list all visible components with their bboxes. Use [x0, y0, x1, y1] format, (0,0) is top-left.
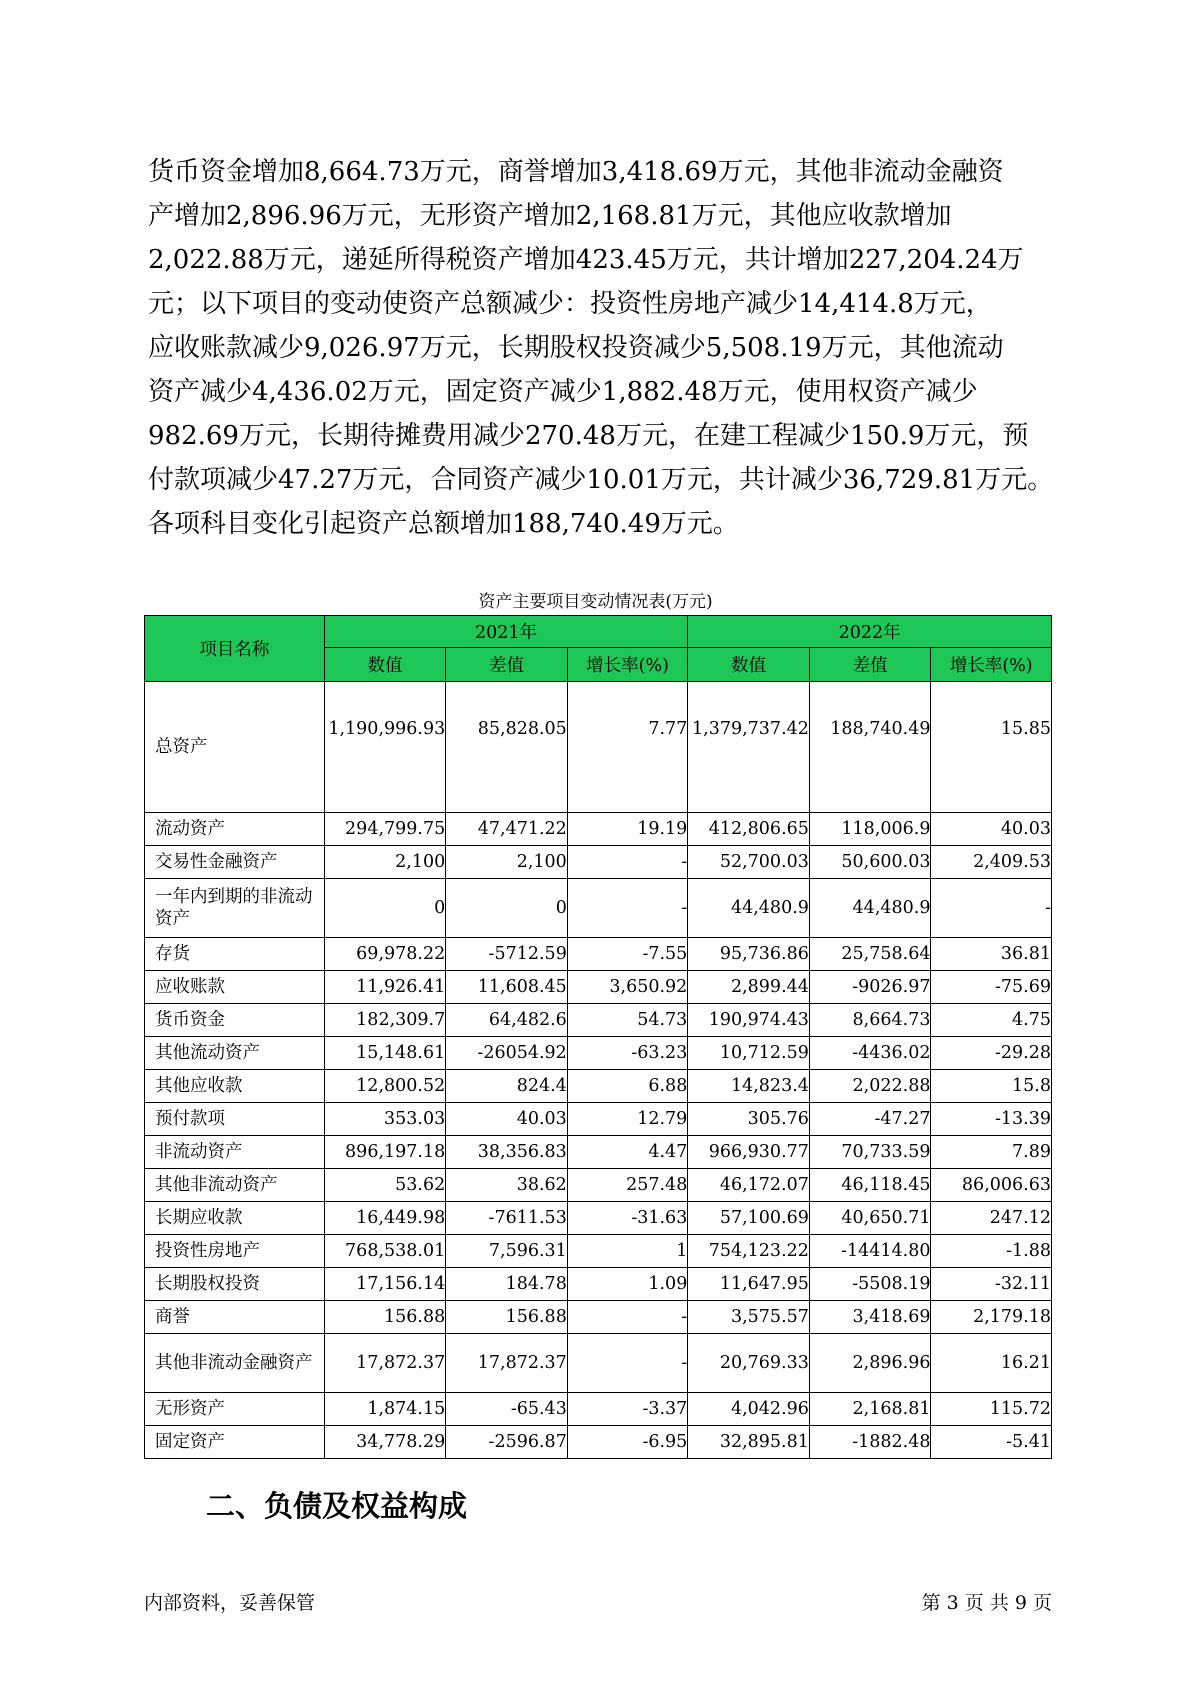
row-value-cell: -7.55	[567, 938, 688, 971]
row-value-cell: 6.88	[567, 1070, 688, 1103]
table-row	[145, 1268, 1052, 1301]
row-value-cell: 12,800.52	[324, 1070, 446, 1103]
table-row	[145, 1334, 1052, 1393]
row-value-cell: 47,471.22	[446, 813, 568, 846]
row-value-cell: 2,168.81	[809, 1393, 931, 1426]
row-item-name: 投资性房地产	[145, 1235, 325, 1268]
row-value-cell: 36.81	[931, 938, 1052, 971]
row-value-cell: 53.62	[324, 1169, 446, 1202]
footer-confidential-note: 内部资料，妥善保管	[144, 1592, 316, 1614]
asset-change-table	[144, 615, 1052, 1459]
row-value-cell: 11,647.95	[688, 1268, 810, 1301]
row-value-cell: 412,806.65	[688, 813, 810, 846]
row-item-name: 交易性金融资产	[145, 846, 325, 879]
row-value-cell: 40.03	[931, 813, 1052, 846]
paragraph-line: 982.69万元，长期待摊费用减少270.48万元，在建工程减少150.9万元，预	[148, 421, 1029, 451]
row-value-cell: 118,006.9	[809, 813, 931, 846]
table-row	[145, 813, 1052, 846]
row-value-cell: 0	[324, 879, 446, 938]
row-value-cell: 40,650.71	[809, 1202, 931, 1235]
subheader-growth-rate: 增长率(%)	[931, 648, 1052, 682]
row-value-cell: 190,974.43	[688, 1004, 810, 1037]
row-item-name: 长期应收款	[145, 1202, 325, 1235]
row-value-cell: 2,100	[324, 846, 446, 879]
row-value-cell: 3,575.57	[688, 1301, 810, 1334]
row-value-cell: 1,874.15	[324, 1393, 446, 1426]
row-value-cell: 247.12	[931, 1202, 1052, 1235]
table-row	[145, 1037, 1052, 1070]
row-value-cell: 64,482.6	[446, 1004, 568, 1037]
table-row	[145, 1235, 1052, 1268]
paragraph-line: 付款项减少47.27万元，合同资产减少10.01万元，共计减少36,729.81万元。	[148, 465, 1054, 495]
row-item-name: 长期股权投资	[145, 1268, 325, 1301]
row-value-cell: -1882.48	[809, 1426, 931, 1459]
section-title: 二、负债及权益构成	[206, 1489, 468, 1523]
table-row	[145, 879, 1052, 938]
table-row	[145, 846, 1052, 879]
row-value-cell: 2,022.88	[809, 1070, 931, 1103]
row-value-cell: -4436.02	[809, 1037, 931, 1070]
row-value-cell: 2,896.96	[809, 1334, 931, 1393]
row-value-cell: -5508.19	[809, 1268, 931, 1301]
header-year-2022: 2022年	[688, 616, 1052, 648]
row-value-cell: 70,733.59	[809, 1136, 931, 1169]
row-value-cell: 3,418.69	[809, 1301, 931, 1334]
row-item-name: 其他流动资产	[145, 1037, 325, 1070]
row-item-name: 存货	[145, 938, 325, 971]
row-value-cell: 156.88	[324, 1301, 446, 1334]
row-value-cell: 69,978.22	[324, 938, 446, 971]
row-value-cell: -32.11	[931, 1268, 1052, 1301]
body-paragraph	[148, 150, 1054, 546]
row-value-cell: -	[931, 879, 1052, 938]
table-row	[145, 682, 1052, 813]
row-value-cell: -13.39	[931, 1103, 1052, 1136]
row-value-cell: 25,758.64	[809, 938, 931, 971]
row-item-name: 其他非流动资产	[145, 1169, 325, 1202]
row-value-cell: 17,156.14	[324, 1268, 446, 1301]
row-value-cell: 1.09	[567, 1268, 688, 1301]
row-value-cell: 15,148.61	[324, 1037, 446, 1070]
row-value-cell: 8,664.73	[809, 1004, 931, 1037]
subheader-growth-rate: 增长率(%)	[567, 648, 688, 682]
row-value-cell: 768,538.01	[324, 1235, 446, 1268]
row-value-cell: 32,895.81	[688, 1426, 810, 1459]
row-value-cell: -75.69	[931, 971, 1052, 1004]
row-value-cell: -2596.87	[446, 1426, 568, 1459]
row-value-cell: 188,740.49	[809, 682, 931, 813]
paragraph-line: 元；以下项目的变动使资产总额减少：投资性房地产减少14,414.8万元，	[148, 289, 992, 319]
row-value-cell: 156.88	[446, 1301, 568, 1334]
subheader-value: 数值	[688, 648, 810, 682]
row-value-cell: 1,190,996.93	[324, 682, 446, 813]
footer-page-number: 第 3 页 共 9 页	[921, 1592, 1052, 1614]
row-value-cell: 115.72	[931, 1393, 1052, 1426]
row-value-cell: -	[567, 1334, 688, 1393]
table-row	[145, 1136, 1052, 1169]
row-value-cell: 1	[567, 1235, 688, 1268]
row-value-cell: 20,769.33	[688, 1334, 810, 1393]
row-item-name: 一年内到期的非流动资产	[145, 879, 325, 938]
row-value-cell: -5712.59	[446, 938, 568, 971]
paragraph-line: 资产减少4,436.02万元，固定资产减少1,882.48万元，使用权资产减少	[148, 377, 978, 407]
row-value-cell: 294,799.75	[324, 813, 446, 846]
row-value-cell: 353.03	[324, 1103, 446, 1136]
row-value-cell: 16.21	[931, 1334, 1052, 1393]
row-value-cell: -63.23	[567, 1037, 688, 1070]
subheader-difference: 差值	[809, 648, 931, 682]
row-value-cell: 34,778.29	[324, 1426, 446, 1459]
row-value-cell: 7,596.31	[446, 1235, 568, 1268]
table-row	[145, 1301, 1052, 1334]
paragraph-line: 各项科目变化引起资产总额增加188,740.49万元。	[148, 509, 739, 539]
row-value-cell: 4.75	[931, 1004, 1052, 1037]
row-value-cell: 824.4	[446, 1070, 568, 1103]
row-value-cell: 17,872.37	[324, 1334, 446, 1393]
table-row	[145, 1169, 1052, 1202]
row-value-cell: -65.43	[446, 1393, 568, 1426]
row-value-cell: -	[567, 1301, 688, 1334]
row-value-cell: -9026.97	[809, 971, 931, 1004]
row-value-cell: -31.63	[567, 1202, 688, 1235]
row-value-cell: 38.62	[446, 1169, 568, 1202]
row-value-cell: 50,600.03	[809, 846, 931, 879]
row-value-cell: 754,123.22	[688, 1235, 810, 1268]
row-value-cell: -5.41	[931, 1426, 1052, 1459]
row-value-cell: 1,379,737.42	[688, 682, 810, 813]
row-value-cell: 95,736.86	[688, 938, 810, 971]
row-value-cell: 0	[446, 879, 568, 938]
row-value-cell: -26054.92	[446, 1037, 568, 1070]
row-value-cell: 54.73	[567, 1004, 688, 1037]
row-value-cell: 85,828.05	[446, 682, 568, 813]
row-value-cell: -6.95	[567, 1426, 688, 1459]
row-value-cell: 19.19	[567, 813, 688, 846]
row-value-cell: 38,356.83	[446, 1136, 568, 1169]
paragraph-line: 产增加2,896.96万元，无形资产增加2,168.81万元，其他应收款增加	[148, 201, 952, 231]
row-item-name: 总资产	[145, 682, 325, 813]
row-value-cell: -3.37	[567, 1393, 688, 1426]
row-item-name: 无形资产	[145, 1393, 325, 1426]
table-caption: 资产主要项目变动情况表(万元)	[478, 592, 713, 612]
row-item-name: 预付款项	[145, 1103, 325, 1136]
header-year-2021: 2021年	[324, 616, 688, 648]
row-value-cell: 46,118.45	[809, 1169, 931, 1202]
row-value-cell: 3,650.92	[567, 971, 688, 1004]
paragraph-line: 应收账款减少9,026.97万元，长期股权投资减少5,508.19万元，其他流动	[148, 333, 1004, 363]
row-value-cell: -1.88	[931, 1235, 1052, 1268]
paragraph-line: 2,022.88万元，递延所得税资产增加423.45万元，共计增加227,204.24万	[148, 245, 1024, 275]
row-value-cell: 7.77	[567, 682, 688, 813]
table-row	[145, 1070, 1052, 1103]
row-item-name: 固定资产	[145, 1426, 325, 1459]
row-value-cell: 46,172.07	[688, 1169, 810, 1202]
row-value-cell: 182,309.7	[324, 1004, 446, 1037]
row-value-cell: 184.78	[446, 1268, 568, 1301]
row-value-cell: 11,608.45	[446, 971, 568, 1004]
row-value-cell: 44,480.9	[809, 879, 931, 938]
paragraph-line: 货币资金增加8,664.73万元，商誉增加3,418.69万元，其他非流动金融资	[148, 157, 1004, 187]
row-value-cell: 10,712.59	[688, 1037, 810, 1070]
row-value-cell: 2,100	[446, 846, 568, 879]
row-item-name: 商誉	[145, 1301, 325, 1334]
row-item-name: 流动资产	[145, 813, 325, 846]
row-item-name: 应收账款	[145, 971, 325, 1004]
row-value-cell: 11,926.41	[324, 971, 446, 1004]
row-value-cell: -	[567, 879, 688, 938]
row-value-cell: 305.76	[688, 1103, 810, 1136]
row-item-name: 货币资金	[145, 1004, 325, 1037]
header-item-name: 项目名称	[145, 616, 325, 682]
table-row	[145, 1004, 1052, 1037]
subheader-value: 数值	[324, 648, 446, 682]
row-value-cell: 16,449.98	[324, 1202, 446, 1235]
row-value-cell: 966,930.77	[688, 1136, 810, 1169]
row-value-cell: -7611.53	[446, 1202, 568, 1235]
row-value-cell: 17,872.37	[446, 1334, 568, 1393]
table-row	[145, 938, 1052, 971]
row-value-cell: 40.03	[446, 1103, 568, 1136]
table-row	[145, 1103, 1052, 1136]
row-value-cell: 896,197.18	[324, 1136, 446, 1169]
row-value-cell: -14414.80	[809, 1235, 931, 1268]
row-value-cell: 52,700.03	[688, 846, 810, 879]
table-row	[145, 1426, 1052, 1459]
row-item-name: 其他非流动金融资产	[145, 1334, 325, 1393]
row-value-cell: -47.27	[809, 1103, 931, 1136]
row-value-cell: 7.89	[931, 1136, 1052, 1169]
subheader-difference: 差值	[446, 648, 568, 682]
row-value-cell: -	[567, 846, 688, 879]
row-value-cell: 12.79	[567, 1103, 688, 1136]
row-value-cell: -29.28	[931, 1037, 1052, 1070]
row-value-cell: 44,480.9	[688, 879, 810, 938]
row-value-cell: 57,100.69	[688, 1202, 810, 1235]
row-value-cell: 4.47	[567, 1136, 688, 1169]
row-value-cell: 15.85	[931, 682, 1052, 813]
row-value-cell: 86,006.63	[931, 1169, 1052, 1202]
row-value-cell: 257.48	[567, 1169, 688, 1202]
row-value-cell: 4,042.96	[688, 1393, 810, 1426]
table-row	[145, 971, 1052, 1004]
row-value-cell: 14,823.4	[688, 1070, 810, 1103]
row-value-cell: 2,899.44	[688, 971, 810, 1004]
row-item-name: 非流动资产	[145, 1136, 325, 1169]
table-row	[145, 1202, 1052, 1235]
row-value-cell: 2,409.53	[931, 846, 1052, 879]
table-row	[145, 1393, 1052, 1426]
row-value-cell: 2,179.18	[931, 1301, 1052, 1334]
row-value-cell: 15.8	[931, 1070, 1052, 1103]
row-item-name: 其他应收款	[145, 1070, 325, 1103]
